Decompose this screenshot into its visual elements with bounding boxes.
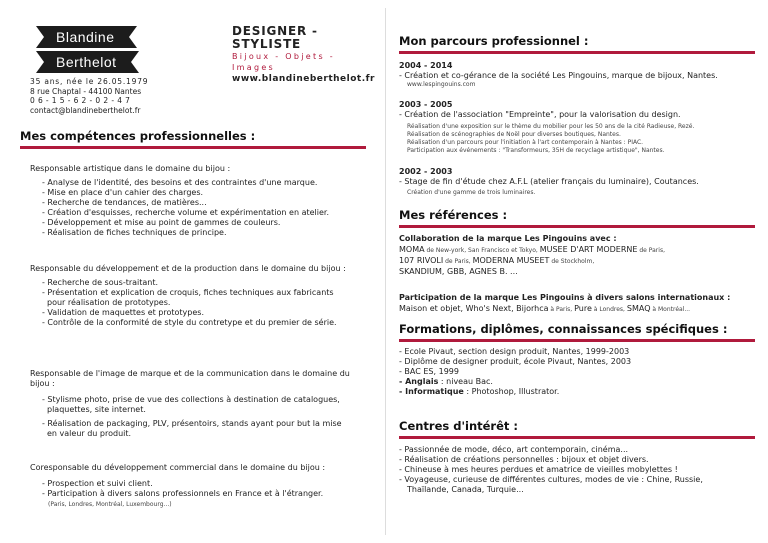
salons-note: (Paris, Londres, Montréal, Luxembourg...) bbox=[48, 501, 172, 508]
career-text: - Création de l'association "Empreinte", pour la valorisation du design. bbox=[399, 110, 681, 119]
list-item: - Chineuse à mes heures perdues et amatrice de vieilles mobylettes ! bbox=[399, 465, 678, 474]
ref-name: MODERNA MUSEET bbox=[472, 256, 550, 265]
career-years: 2004 - 2014 bbox=[399, 61, 453, 70]
ref-detail: de New-york, San Francisco et Tokyo, bbox=[424, 247, 540, 254]
ref-detail: de Stockholm, bbox=[549, 258, 595, 265]
list-item: - Recherche de sous-traitant. bbox=[42, 278, 159, 287]
list-item: - Passionnée de mode, déco, art contemporain, cinéma... bbox=[399, 445, 629, 454]
list-item: - Participation à divers salons professionnels en France et à l'étranger. bbox=[42, 489, 324, 498]
collab-title: Collaboration de la marque Les Pingouins avec : bbox=[399, 234, 617, 243]
career-years: 2003 - 2005 bbox=[399, 100, 453, 109]
email[interactable]: contact@blandineberthelot.fr bbox=[30, 105, 141, 115]
website[interactable]: www.blandineberthelot.fr bbox=[232, 74, 375, 84]
career-detail[interactable]: www.lespingouins.com bbox=[407, 81, 476, 88]
skills-group-title: Responsable de l'image de marque et de la communication dans le domaine du bijou : bbox=[30, 369, 350, 388]
list-item: - Ecole Pivaut, section design produit, Nantes, 1999-2003 bbox=[399, 347, 630, 356]
ref-name: MOMA bbox=[399, 245, 425, 254]
career-heading: Mon parcours professionnel : bbox=[399, 34, 589, 48]
list-item: - Création d'esquisses, recherche volume et expérimentation en atelier. bbox=[42, 208, 330, 217]
career-entry-3 bbox=[399, 167, 759, 197]
skills-group-3 bbox=[30, 369, 360, 439]
career-detail: Réalisation d'une exposition sur le thème du mobilier pour les 50 ans de la cité Radieuse, Rezé. bbox=[407, 123, 695, 130]
list-item: - Réalisation de fiches techniques de principe. bbox=[42, 228, 227, 237]
career-years: 2002 - 2003 bbox=[399, 167, 453, 176]
ref-name: 107 RIVOLI bbox=[399, 256, 444, 265]
interests-heading-bar bbox=[399, 436, 755, 439]
career-detail: Participation aux événements : "Transformeurs, 35H de recyclage artistique", Nantes. bbox=[407, 147, 665, 154]
ref-detail: à Paris, bbox=[548, 306, 575, 313]
title-block bbox=[232, 25, 382, 86]
salons-line bbox=[399, 304, 761, 314]
list-item: - Informatique : Photoshop, Illustrator. bbox=[399, 387, 560, 396]
career-text: - Création et co-gérance de la société Les Pingouins, marque de bijoux, Nantes. bbox=[399, 71, 718, 80]
interests-list bbox=[399, 445, 761, 495]
interests-heading: Centres d'intérêt : bbox=[399, 419, 518, 433]
skills-group-title: Coresponsable du développement commercial dans le domaine du bijou : bbox=[30, 463, 326, 472]
career-text: - Stage de fin d'étude chez A.F.L (atelier français du luminaire), Coutances. bbox=[399, 177, 699, 186]
skills-group-2 bbox=[30, 264, 350, 328]
collab-line-2 bbox=[399, 256, 761, 266]
career-heading-bar bbox=[399, 51, 755, 54]
skills-group-1 bbox=[30, 164, 360, 238]
skills-group-4 bbox=[30, 463, 370, 509]
ref-detail: de Paris, bbox=[637, 247, 665, 254]
name-first-tag bbox=[44, 26, 129, 48]
ref-detail: de Paris, bbox=[443, 258, 473, 265]
skills-heading: Mes compétences professionnelles : bbox=[20, 129, 256, 143]
list-item: - Contrôle de la conformité de style du contretype et du premier de série. bbox=[42, 318, 337, 327]
references-block bbox=[399, 234, 761, 314]
education-heading-bar bbox=[399, 339, 755, 342]
list-item: - Prospection et suivi client. bbox=[42, 479, 153, 488]
name-last-tag bbox=[44, 51, 131, 73]
education-list bbox=[399, 347, 759, 397]
career-detail: Réalisation d'un parcours pour l'initiation à l'art contemporain à Nantes : PIAC. bbox=[407, 139, 644, 146]
name-last: Berthelot bbox=[56, 54, 117, 70]
list-item: - Stylisme photo, prise de vue des collections à destination de catalogues, plaquettes, site internet. bbox=[42, 395, 340, 414]
ref-name: MUSEE D'ART MODERNE bbox=[539, 245, 638, 254]
collab-line-3: SKANDIUM, GBB, AGNES B. ... bbox=[399, 267, 518, 276]
references-heading: Mes références : bbox=[399, 208, 508, 222]
list-item: - Présentation et explication de croquis, fiches techniques aux fabricants pour réalisation de prototypes. bbox=[42, 288, 334, 307]
name-first: Blandine bbox=[56, 29, 115, 45]
salons-title: Participation de la marque Les Pingouins à divers salons internationaux : bbox=[399, 293, 731, 302]
ref-name: Pure bbox=[574, 304, 592, 313]
career-entry-1 bbox=[399, 61, 759, 89]
skills-heading-bar bbox=[20, 146, 366, 149]
list-item: - BAC ES, 1999 bbox=[399, 367, 459, 376]
list-item: - Diplôme de designer produit, école Pivaut, Nantes, 2003 bbox=[399, 357, 632, 366]
phone: 0 6 - 1 5 - 6 2 - 0 2 - 4 7 bbox=[30, 96, 131, 105]
career-detail: Réalisation de scénographies de Noël pour diverses boutiques, Nantes. bbox=[407, 131, 621, 138]
list-item: - Réalisation de packaging, PLV, présentoirs, stands ayant pour but la mise en valeur du produit. bbox=[42, 419, 342, 438]
list-item: - Recherche de tendances, de matières... bbox=[42, 198, 207, 207]
age: 35 ans, née le 26.05.1979 bbox=[30, 77, 149, 86]
page-title: DESIGNER - STYLISTE bbox=[232, 24, 318, 51]
list-item: - Voyageuse, curieuse de différentes cultures, modes de vie : Chine, Russie, bbox=[399, 475, 703, 484]
list-item: - Développement et mise au point de gammes de couleurs. bbox=[42, 218, 281, 227]
ref-name: Maison et objet, Who's Next, Bijorhca bbox=[399, 304, 549, 313]
list-item: - Anglais : niveau Bac. bbox=[399, 377, 493, 386]
ref-detail: à Londres, bbox=[591, 306, 627, 313]
references-heading-bar bbox=[399, 225, 755, 228]
list-item: - Réalisation de créations personnelles : bijoux et objet divers. bbox=[399, 455, 649, 464]
list-item: - Analyse de l'identité, des besoins et des contraintes d'une marque. bbox=[42, 178, 318, 187]
collab-line-1 bbox=[399, 245, 761, 255]
career-detail: Création d'une gamme de trois luminaires. bbox=[407, 189, 536, 196]
ref-detail: à Montréal... bbox=[650, 306, 691, 313]
skills-group-title: Responsable artistique dans le domaine du bijou : bbox=[30, 164, 231, 173]
list-item: - Validation de maquettes et prototypes. bbox=[42, 308, 204, 317]
address: 8 rue Chaptal - 44100 Nantes bbox=[30, 86, 142, 96]
education-heading: Formations, diplômes, connaissances spécifiques : bbox=[399, 322, 728, 336]
column-divider bbox=[385, 8, 386, 535]
ref-name: SMAQ bbox=[626, 304, 651, 313]
contact-block bbox=[30, 77, 148, 115]
skills-group-title: Responsable du développement et de la production dans le domaine du bijou : bbox=[30, 264, 346, 273]
list-item: - Mise en place d'un cahier des charges. bbox=[42, 188, 204, 197]
subtitle: Bijoux - Objets - Images bbox=[232, 52, 335, 72]
career-entry-2 bbox=[399, 100, 759, 155]
list-item: Thaïlande, Canada, Turquie... bbox=[407, 485, 524, 494]
